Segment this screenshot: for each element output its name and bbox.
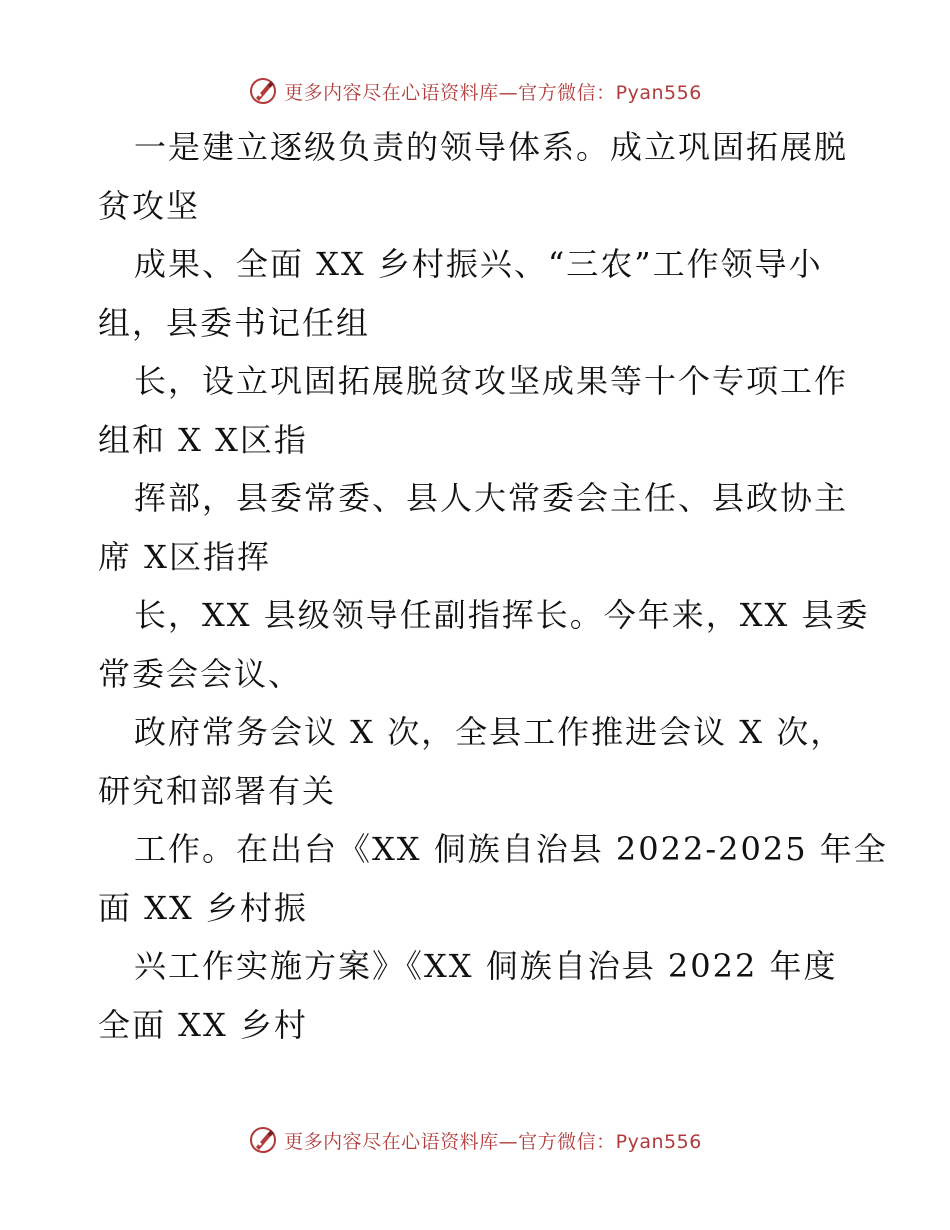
footer-banner — [0, 1123, 950, 1157]
header-banner-text: 更多内容尽在心语资料库—官方微信：Pyan556 — [284, 81, 702, 104]
body-line: 成果、全面 XX 乡村振兴、“三农”工作领导小 — [134, 245, 823, 283]
footer-banner-text: 更多内容尽在心语资料库—官方微信：Pyan556 — [284, 1130, 702, 1153]
body-line: 组和 X X区指 — [98, 420, 308, 459]
body-line: 组，县委书记任组 — [98, 303, 371, 342]
fountain-pen-logo-icon — [248, 76, 278, 106]
body-line: 挥部，县委常委、县人大常委会主任、县政协主 — [134, 479, 849, 517]
body-line: 席 X区指挥 — [98, 537, 271, 576]
body-line: 兴工作实施方案》《XX 侗族自治县 2022 年度 — [134, 947, 838, 985]
header-banner — [0, 74, 950, 108]
body-line: 一是建立逐级负责的领导体系。成立巩固拓展脱 — [134, 128, 849, 166]
body-line: 政府常务会议 X 次，全县工作推进会议 X 次， — [134, 713, 845, 751]
body-line: 面 XX 乡村振 — [98, 888, 308, 927]
body-line: 长，设立巩固拓展脱贫攻坚成果等十个专项工作 — [134, 362, 849, 400]
body-line: 长，XX 县级领导任副指挥长。今年来，XX 县委 — [134, 596, 870, 634]
body-line: 贫攻坚 — [98, 186, 201, 225]
document-body — [98, 118, 888, 1054]
body-line: 工作。在出台《XX 侗族自治县 2022-2025 年全 — [134, 830, 888, 868]
fountain-pen-logo-icon — [248, 1125, 278, 1155]
body-line: 研究和部署有关 — [98, 771, 337, 810]
body-line: 常委会会议、 — [98, 654, 303, 693]
body-line: 全面 XX 乡村 — [98, 1005, 308, 1044]
